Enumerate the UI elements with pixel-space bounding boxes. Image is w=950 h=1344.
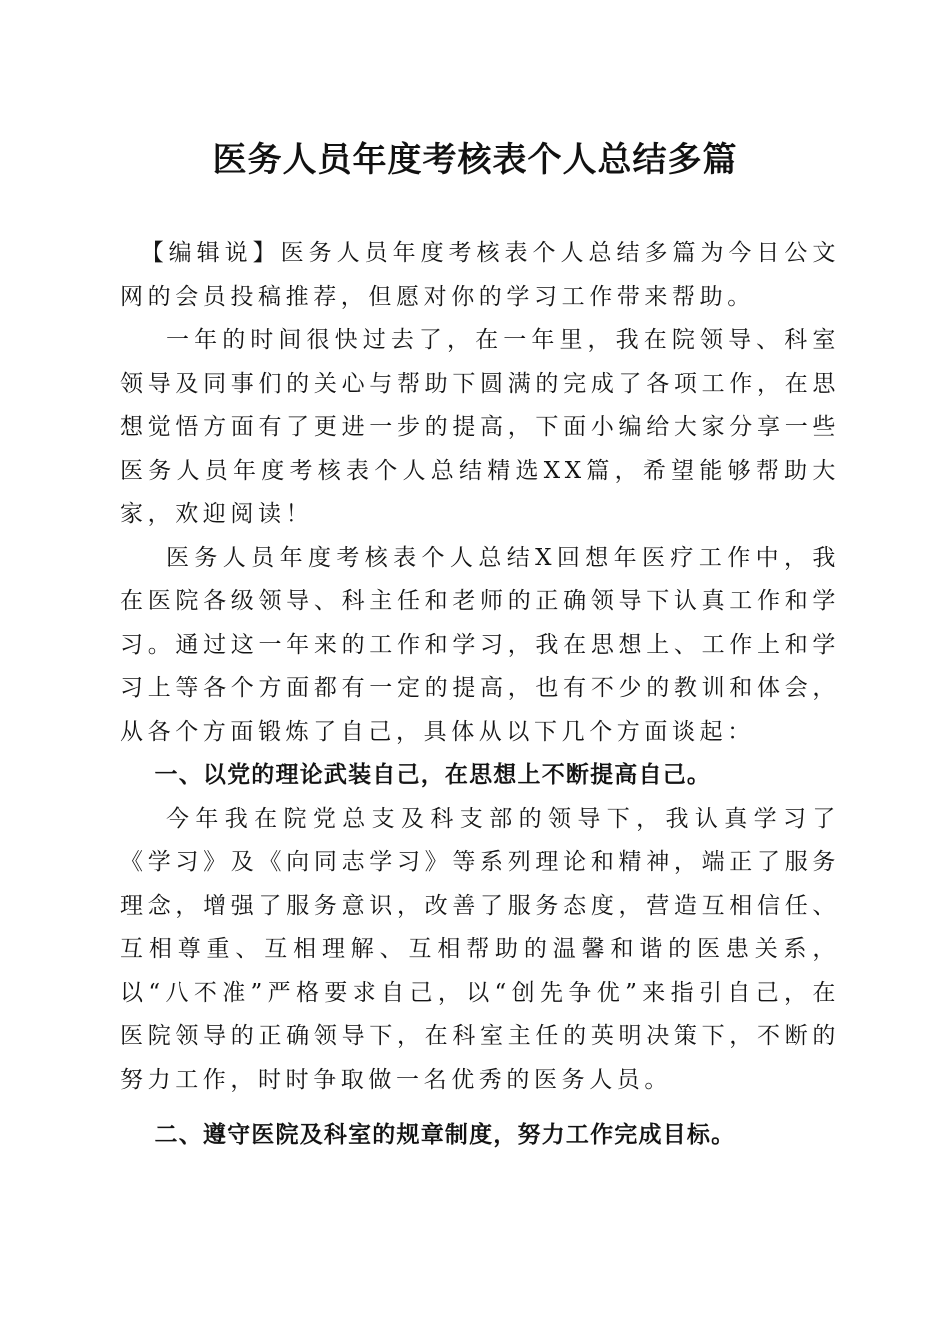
editor-note-paragraph: 【编辑说】医务人员年度考核表个人总结多篇为今日公文网的会员投稿推荐，但愿对你的学习工作带来帮助。	[120, 240, 840, 310]
section-heading-2: 二、遵守医院及科室的规章制度，努力工作完成目标。	[154, 1122, 736, 1148]
section-heading-1: 一、以党的理论武装自己，在思想上不断提高自己。	[154, 762, 712, 788]
summary-paragraph: 医务人员年度考核表个人总结X回想年医疗工作中，我在医院各级领导、科主任和老师的正确领导下认真工作和学习。通过这一年来的工作和学习，我在思想上、工作上和学习上等各个方面都有一定的提高，也有不少的教训和体会，从各个方面锻炼了自己，具体从以下几个方面谈起：	[120, 544, 840, 745]
document-body	[120, 232, 840, 1158]
document-title: 医务人员年度考核表个人总结多篇	[212, 140, 738, 180]
section-1-paragraph: 今年我在院党总支及科支部的领导下，我认真学习了《学习》及《向同志学习》等系列理论和精神，端正了服务理念，增强了服务意识，改善了服务态度，营造互相信任、互相尊重、互相理解、互相帮助的温馨和谐的医患关系，以“八不准”严格要求自己，以“创先争优”来指引自己，在医院领导的正确领导下，在科室主任的英明决策下，不断的努力工作，时时争取做一名优秀的医务人员。	[120, 805, 840, 1093]
intro-paragraph: 一年的时间很快过去了，在一年里，我在院领导、科室领导及同事们的关心与帮助下圆满的完成了各项工作，在思想觉悟方面有了更进一步的提高，下面小编给大家分享一些医务人员年度考核表个人总结精选XX篇，希望能够帮助大家，欢迎阅读！	[120, 327, 840, 527]
